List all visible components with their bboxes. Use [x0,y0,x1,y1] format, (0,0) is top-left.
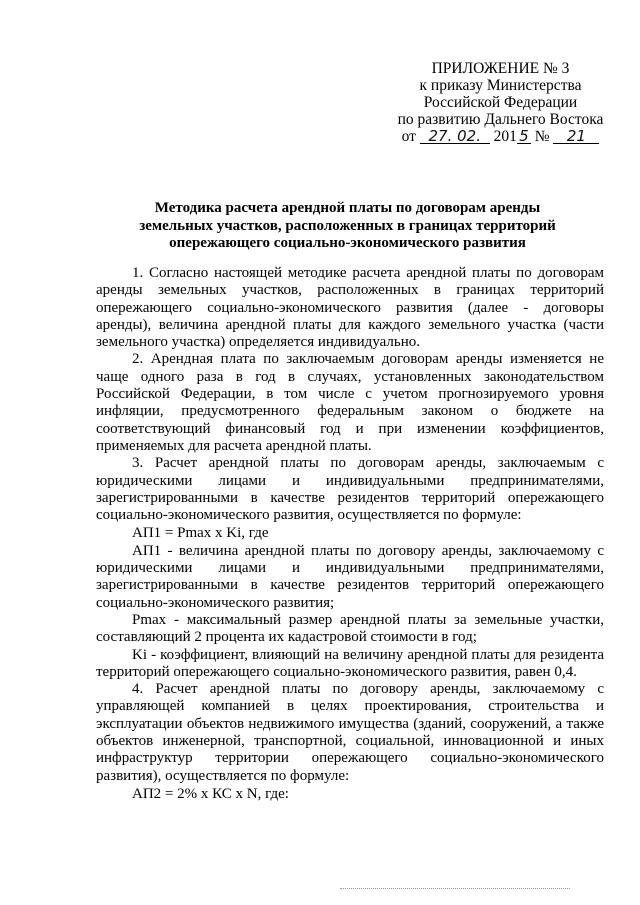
title-line-3: опережающего социально-экономического развития [169,235,526,251]
document-title [100,200,595,253]
order-date-line [388,128,613,145]
number-label: № [534,128,550,145]
formula-ap2: АП2 = 2% х КС х N, где: [132,785,289,802]
appendix-line-2: Российской Федерации [423,94,578,111]
appendix-line-3: по развитию Дальнего Востока [397,111,604,128]
paragraph-4: 4. Расчет арендной платы по договору аренды, заключаемому с управляющей компанией в целях проектирования, строительства и эксплуатации объектов недвижимого имущества (зданий, сооружений, а также объектов инженерной, транспортной, социальной, инновационной и иных инфраструктур территории опережающего социально-экономического развития), осуществляется по формуле: [96,681,604,784]
definition-ki: Ki - коэффициент, влияющий на величину арендной платы для резидента территорий опережающего социально-экономического развития, равен 0,4. [96,646,604,680]
paragraph-1: 1. Согласно настоящей методике расчета арендной платы по договорам аренды земельных участков, расположенных в границах территорий опережающего социально-экономического развития (далее - договоры аренды), величина арендной платы для каждого земельного участка (части земельного участка) определяется индивидуально. [96,265,604,351]
year-prefix: 201 [493,128,517,145]
appendix-line-1: к приказу Министерства [419,77,582,94]
definition-ap1: АП1 - величина арендной платы по договору аренды, заключаемому с юридическими лицами и индивидуальными предпринимателями, зарегистрированными в качестве резидентов территорий опережающего социально-экономического развития; [96,542,604,611]
appendix-title: ПРИЛОЖЕНИЕ № 3 [431,60,570,77]
paragraph-3: 3. Расчет арендной платы по договорам аренды, заключаемым с юридическими лицами и индивидуальными предпринимателями, зарегистрированными в качестве резидентов территорий опережающего социально-экономического развития, осуществляется по формуле: [96,455,604,524]
title-line-1: Методика расчета арендной платы по договорам аренды [154,200,541,216]
date-prefix: от [401,128,416,145]
scan-artifact-line [340,888,570,890]
formula-ap1: АП1 = Pmax x Ki, где [132,525,269,542]
title-line-2: земельных участков, расположенных в границах территорий [139,217,556,234]
handwritten-year-digit: 5 [517,129,531,144]
handwritten-order-number: 21 [553,129,599,144]
appendix-header [388,60,613,145]
paragraph-2: 2. Арендная плата по заключаемым договорам аренды изменяется не чаще одного раза в год в случаях, установленных законодательством Российской Федерации, в том числе с учетом прогнозируемого уровня инфляции, предусмотренного федеральным законом о бюджете на соответствующий финансовый год и при изменении коэффициентов, применяемых для расчета арендной платы. [96,351,604,454]
handwritten-date: 27. 02. [420,129,490,144]
document-body [96,265,604,803]
definition-pmax: Pmax - максимальный размер арендной платы за земельные участки, составляющий 2 процента их кадастровой стоимости в год; [96,611,604,646]
